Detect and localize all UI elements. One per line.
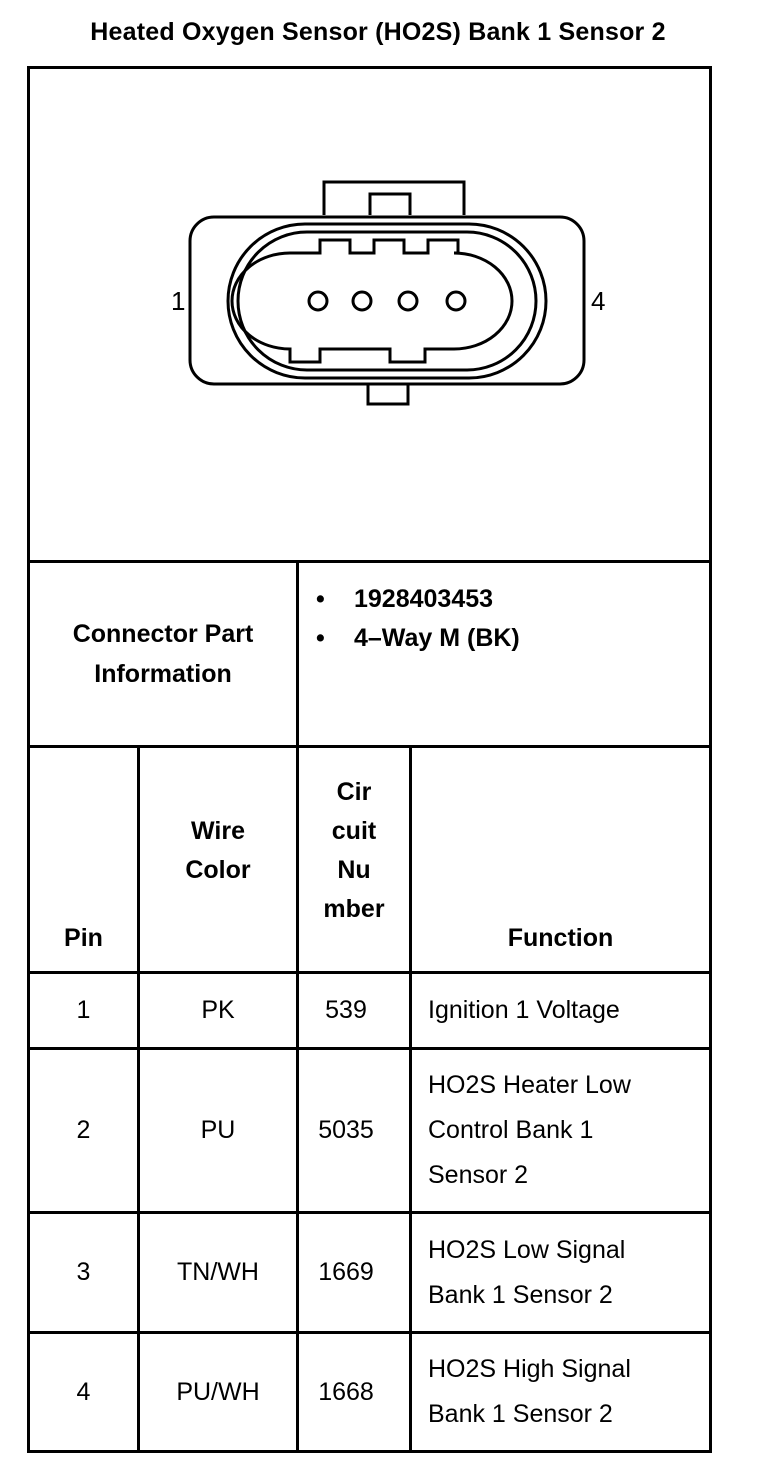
row-1-circuit: 539 <box>325 996 367 1024</box>
row-2-circuit: 5035 <box>318 1116 374 1144</box>
pin-cavity-2 <box>353 292 371 310</box>
row-3-function: HO2S Low Signal Bank 1 Sensor 2 <box>428 1235 626 1309</box>
row-3-wire-color: TN/WH <box>177 1258 259 1286</box>
header-wire-color: Wire Color <box>185 816 251 884</box>
pin-cavity-4 <box>447 292 465 310</box>
row-4-circuit: 1668 <box>318 1377 374 1406</box>
row-4-wire-color: PU/WH <box>176 1377 260 1406</box>
row-2-function: HO2S Heater Low Control Bank 1 Sensor 2 <box>428 1071 631 1189</box>
connector-info-list <box>316 580 520 658</box>
header-function: Function <box>507 924 614 952</box>
header-circuit-number: Cir cuit Nu mber <box>323 777 385 923</box>
connector-diagram <box>150 160 620 420</box>
row-1-wire-color: PK <box>201 996 235 1024</box>
row-4-function: HO2S High Signal Bank 1 Sensor 2 <box>428 1355 631 1428</box>
pin-label-left: 1 <box>171 286 186 316</box>
row-2-wire-color: PU <box>200 1116 236 1144</box>
connector-latch-top <box>324 182 464 215</box>
connector-outer-body <box>190 217 584 384</box>
row-3-circuit: 1669 <box>318 1258 374 1286</box>
row-4-pin: 4 <box>76 1377 91 1406</box>
row-3-pin: 3 <box>76 1258 91 1286</box>
connector-info-label <box>30 563 296 745</box>
pin-cavity-1 <box>309 292 327 310</box>
connector-info-item: • 4–Way M (BK) <box>316 624 520 652</box>
connector-key-bottom <box>368 384 408 404</box>
pin-label-right: 4 <box>591 286 606 316</box>
pin-cavity-3 <box>399 292 417 310</box>
connector-shroud-outer <box>228 224 546 378</box>
header-pin: Pin <box>64 924 103 952</box>
row-1-function: Ignition 1 Voltage <box>428 996 620 1024</box>
connector-info-label-line1: Connector Part <box>72 620 254 648</box>
row-2-pin: 2 <box>76 1116 91 1144</box>
connector-info-item: • 1928403453 <box>316 585 494 613</box>
page-title: Heated Oxygen Sensor (HO2S) Bank 1 Sensor 2 <box>90 18 666 46</box>
connector-face-drawing <box>150 160 620 420</box>
connector-info-label-line2: Information <box>94 660 232 688</box>
row-1-pin: 1 <box>76 996 91 1024</box>
